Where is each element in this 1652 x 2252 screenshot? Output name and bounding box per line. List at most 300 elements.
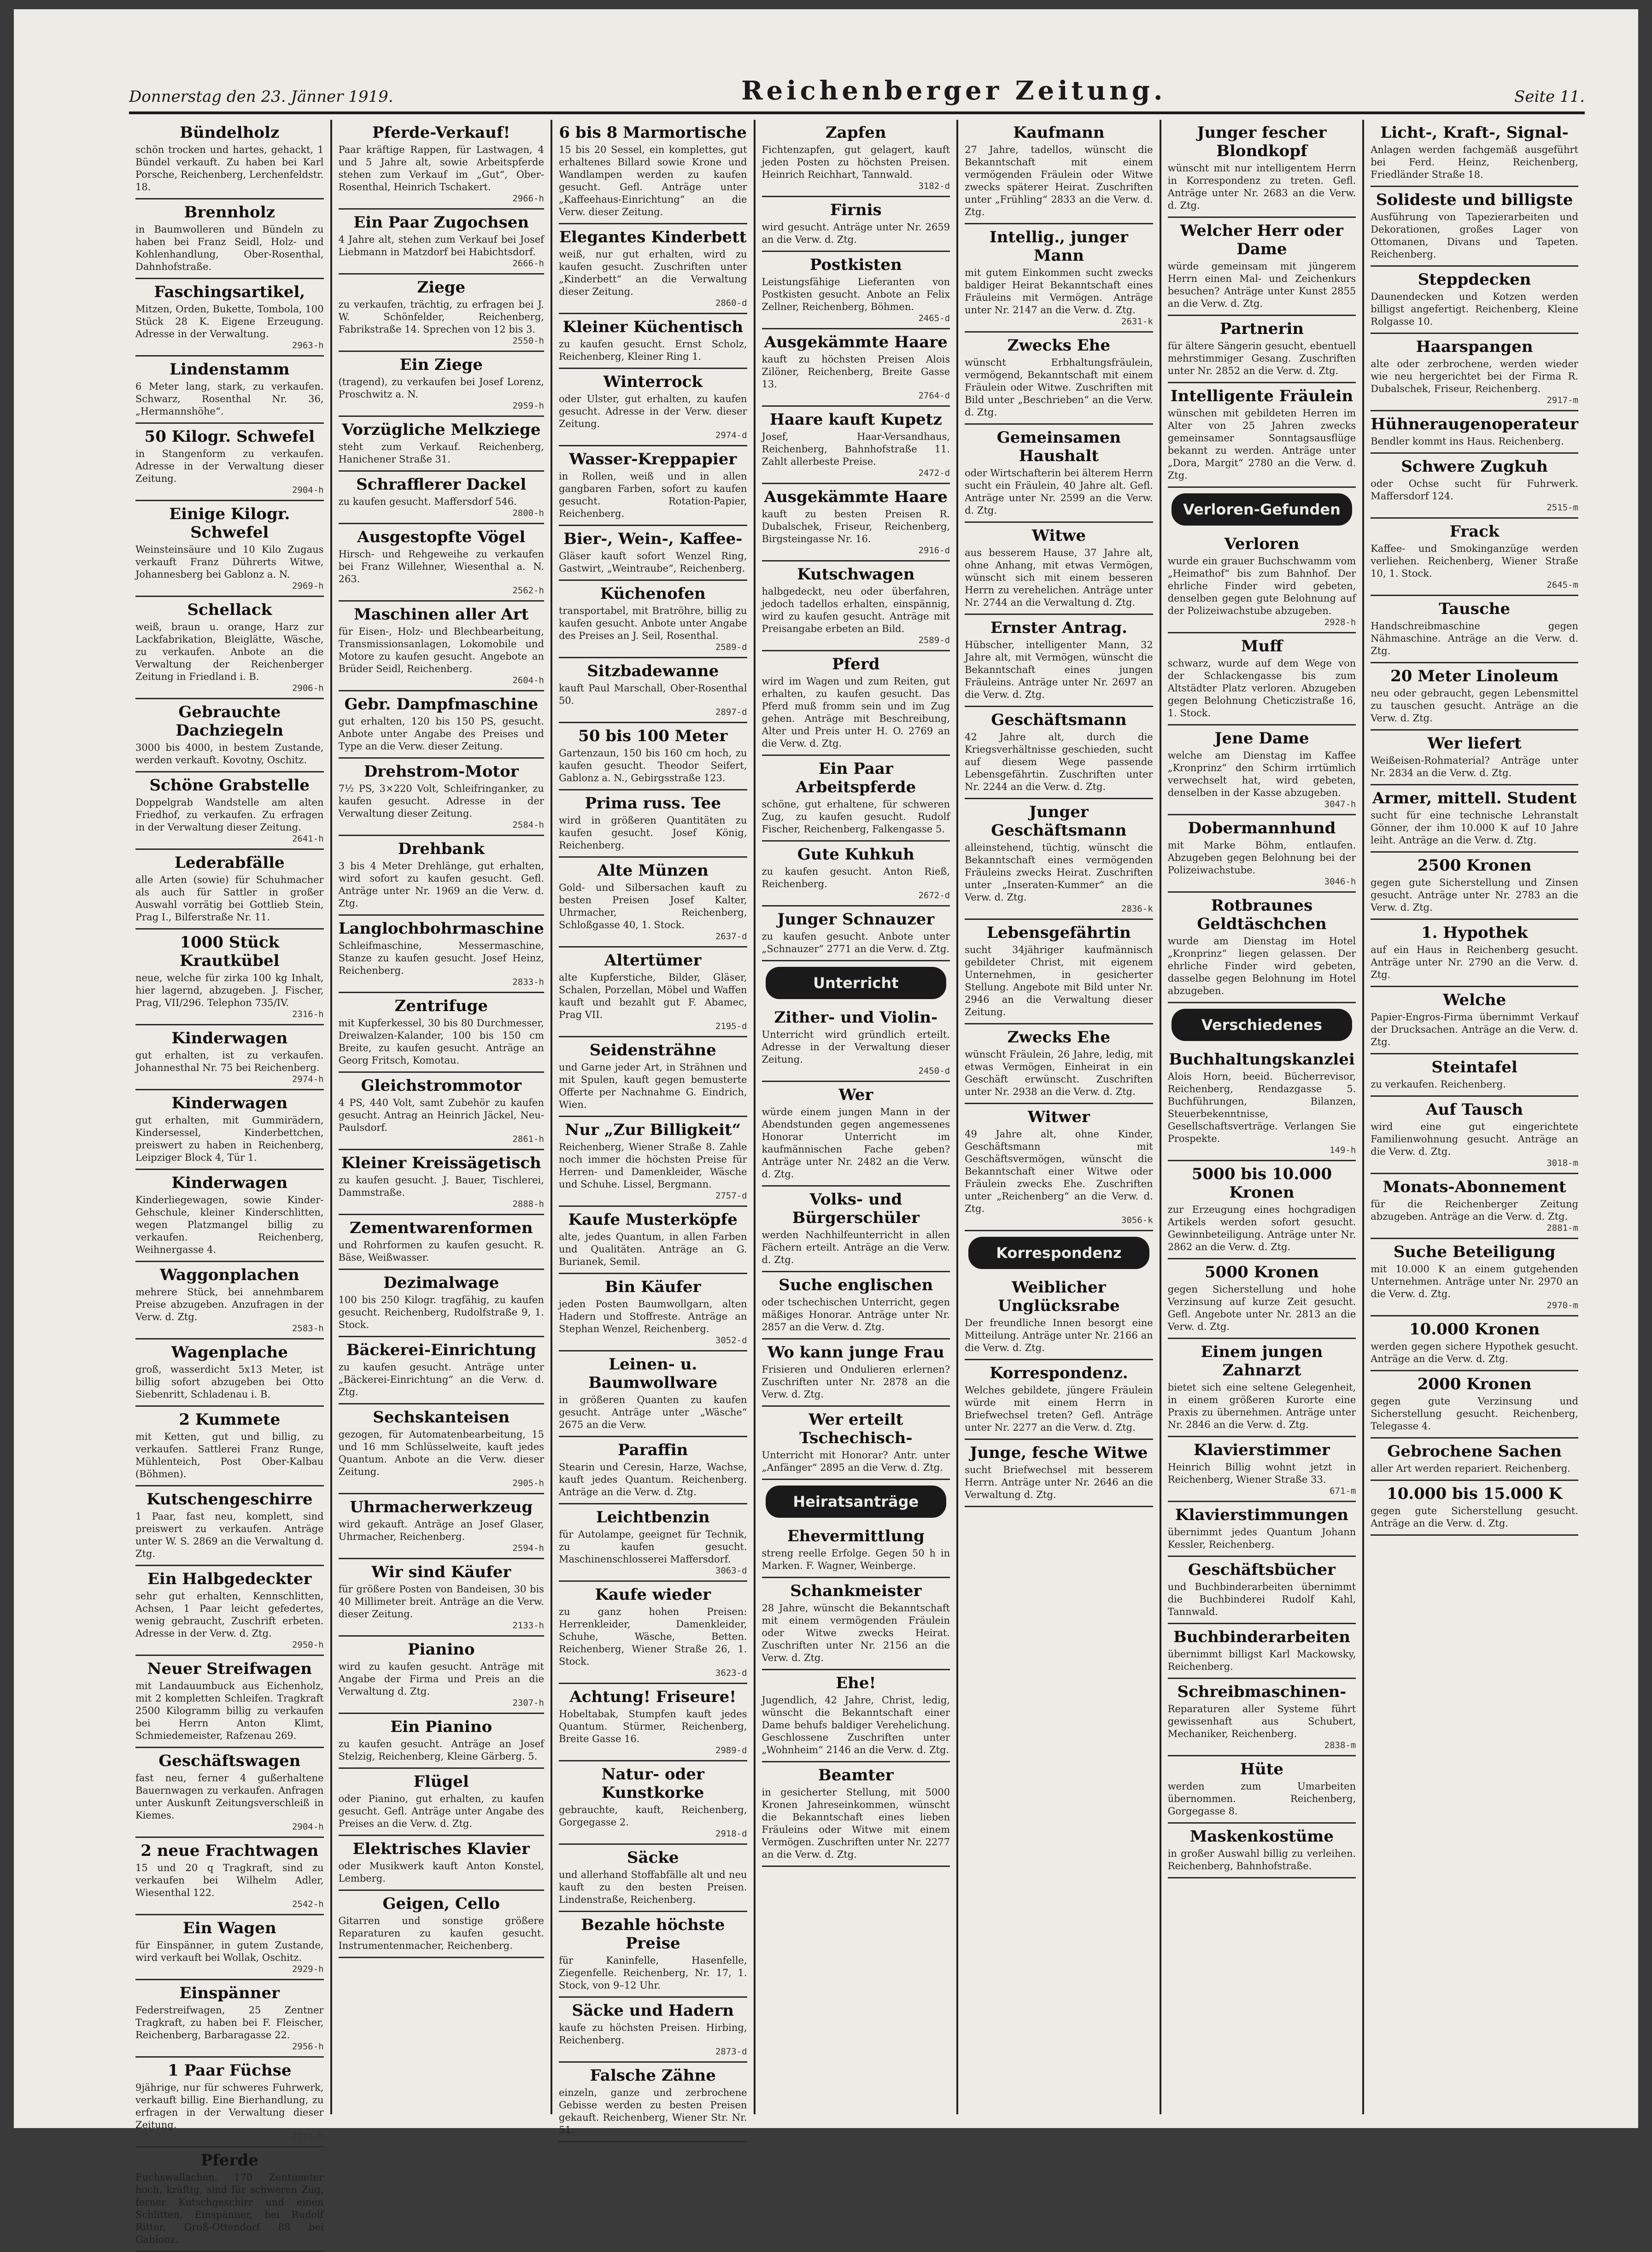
ad-title: Volks- und Bürgerschüler: [792, 1190, 920, 1227]
ad-text: gebrauchte, kauft, Reichenberg, Gorgegasse 2.: [558, 1804, 747, 1828]
classified-ad: [135, 357, 324, 424]
ad-text: neue, welche für zirka 100 kg Inhalt, hier lagernd, abzugeben. J. Fischer, Prag, VII/296. Telephon 735/IV.: [135, 972, 324, 1008]
header-rule: [129, 111, 1585, 114]
ad-code: 2861-h: [512, 1134, 544, 1144]
classified-ad: [135, 1407, 324, 1486]
ad-text: Heinrich Billig wohnt jetzt in Reichenberg, Wiener Straße 33.: [1167, 1462, 1356, 1485]
classified-ad: [559, 1998, 747, 2063]
ad-code: 2838-m: [1324, 1740, 1356, 1750]
ad-text: Reparaturen aller Systeme führt gewissenhaft aus Schubert, Mechaniker, Reichenberg.: [1167, 1703, 1356, 1739]
ad-title: Ein Wagen: [182, 1919, 276, 1937]
ad-text: einzeln, ganze und zerbrochene Gebisse werden zu besten Preisen gekauft. Reichenberg, Wiener Str. Nr. 51.: [558, 2087, 747, 2135]
classified-ad: [762, 1407, 950, 1480]
ad-title: Bezahle höchste Preise: [581, 1916, 725, 1953]
ad-text: Mitzen, Orden, Bukette, Tombola, 100 Stück 28 K. Eigene Erzeugung. Adresse in der Verwaltung.: [135, 304, 324, 339]
ad-text: bietet sich eine seltene Gelegenheit, in einem größeren Kurorte eine Praxis zu übernehmen. Anträge unter Nr. 2846 an die Verw. d. Ztg.: [1167, 1382, 1356, 1430]
classified-ad: [1168, 633, 1356, 725]
ad-title: Kinderwagen: [171, 1174, 288, 1192]
ad-code: 2666-h: [512, 258, 544, 269]
classified-ad: [339, 275, 544, 352]
ad-title: Hüte: [1240, 1760, 1284, 1778]
ad-title: Buchbinderarbeiten: [1173, 1628, 1350, 1646]
ad-title: Haare kauft Kupetz: [769, 410, 942, 429]
ad-text: übernimmt billigst Karl Mackowsky, Reichenberg.: [1167, 1649, 1356, 1672]
classified-ad: [762, 1187, 950, 1272]
ad-text: Kinderliegewagen, sowie Kinder-Gehschule, kleiner Kinderschlitten, wegen Platzmangel billig zu verkaufen. Reichenberg, Weihnergasse 4.: [135, 1194, 324, 1255]
ad-text: Bendler kommt ins Haus. Reichenberg.: [1371, 436, 1564, 447]
ad-text: oder Ochse sucht für Fuhrwerk. Maffersdorf 124.: [1371, 478, 1578, 502]
ad-code: 2974-d: [715, 430, 747, 440]
classified-ad: [135, 424, 324, 501]
ad-title: Zapfen: [826, 123, 886, 142]
ad-code: 2974-h: [292, 1074, 324, 1084]
classified-ad: [1371, 1439, 1578, 1481]
ad-code: 2631-k: [1121, 316, 1153, 327]
ad-title: Kutschwagen: [797, 565, 915, 584]
ad-title: Ein Ziege: [399, 356, 483, 374]
section-banner: Heiratsanträge: [766, 1486, 947, 1518]
ad-text: Stearin und Ceresin, Harze, Wachse, kauft jedes Quantum. Reichenberg. Anträge an die Verw. d. Ztg.: [558, 1462, 747, 1497]
ad-title: Partnerin: [1219, 320, 1304, 338]
ad-text: zur Erzeugung eines hochgradigen Artikels werden sofort gesucht. Gewinnbeteiligung. Anträge unter Nr. 2862 an die Verw. d. Ztg.: [1167, 1204, 1356, 1252]
ad-title: Schellack: [187, 601, 272, 619]
ad-text: Reichenberg, Wiener Straße 8. Zahle noch immer die höchsten Preise für Herren- und Damenkleider, Wäsche und Schuhe. Lissel, Bergmann.: [558, 1141, 747, 1190]
ad-text: in Rollen, weiß und in allen gangbaren Farben, sofort zu kaufen gesucht. Rotation-Papier, Reichenberg.: [558, 471, 747, 519]
classified-ad: [135, 1090, 324, 1170]
classified-ad: [762, 1578, 950, 1670]
ad-text: 4 PS, 440 Volt, samt Zubehör zu kaufen gesucht. Antrag an Heinrich Jäckel, Neu-Paulsdorf.: [338, 1097, 544, 1133]
ad-text: 3000 bis 4000, in bestem Zustande, werden verkauft. Kovotny, Oschitz.: [135, 742, 324, 766]
ad-text: wird eine gut eingerichtete Familienwohnung gesucht. Anträge an die Verw. d. Ztg.: [1371, 1121, 1578, 1157]
ad-text: Unterricht mit Honorar? Antr. unter „Anfänger“ 2895 an die Verw. d. Ztg.: [762, 1450, 950, 1473]
ad-text: Alois Horn, beeid. Bücherrevisor, Reichenberg, Rendazgasse 5. Buchführungen, Bilanzen, Steuerbekenntnisse, Gesellschaftsverträge. Verlangen Sie Prospekte.: [1167, 1071, 1356, 1144]
ad-text: Federstreifwagen, 25 Zentner Tragkraft, zu haben bei F. Fleischer, Reichenberg, Barbaragasse 22.: [135, 2005, 324, 2041]
ad-code: 2583-h: [292, 1323, 324, 1334]
ad-text: oder tschechischen Unterricht, gegen mäßiges Honorar. Anträge unter Nr. 2857 an die Verw. d. Ztg.: [762, 1297, 950, 1333]
ad-text: jeden Posten Baumwollgarn, alten Hadern und Stoffreste. Anträge an Stephan Wenzel, Reichenberg.: [558, 1299, 747, 1334]
ad-title: Waggonplachen: [159, 1266, 299, 1284]
ad-code: 2542-h: [292, 1899, 324, 1909]
ad-title: Drehstrom-Motor: [363, 762, 519, 781]
ad-code: 2897-d: [715, 707, 747, 717]
ad-title: Kinderwagen: [171, 1094, 288, 1112]
ad-code: 2873-d: [715, 2047, 747, 2057]
ad-text: 6 Meter lang, stark, zu verkaufen. Schwarz, Rosenthal Nr. 36, „Hermannshöhe“.: [135, 381, 324, 417]
ad-title: Schwere Zugkuh: [1401, 457, 1548, 476]
classified-ad: [559, 1207, 747, 1274]
classified-ad: [1168, 1339, 1356, 1437]
ad-title: Geschäftsbücher: [1188, 1561, 1336, 1579]
ad-text: mehrere Stück, bei annehmbarem Preise abzugeben. Anzufragen in der Verw. d. Ztg.: [135, 1287, 324, 1322]
section-banner: Verloren-Gefunden: [1172, 493, 1353, 526]
ad-text: aller Art werden repariert. Reichenberg.: [1371, 1463, 1570, 1474]
ad-code: 2881-m: [1547, 1223, 1578, 1233]
ad-title: Wasser-Kreppapier: [569, 450, 737, 468]
ad-title: Steppdecken: [1418, 270, 1531, 289]
ad-title: Kleiner Küchentisch: [562, 318, 744, 336]
classified-ad: [762, 651, 950, 756]
ad-text: transportabel, mit Bratröhre, billig zu kaufen gesucht. Anbote unter Angabe des Preises an J. Seil, Rosenthal.: [558, 605, 747, 641]
classified-ad: [1168, 1624, 1356, 1679]
classified-ad: [339, 120, 544, 210]
classified-ad: [559, 120, 747, 224]
classified-ad: [559, 446, 747, 526]
ad-text: würde einem jungen Mann in der Abendstunden gegen angemessenes Honorar Unterricht im kaufmännischen Fache geben? Anträge unter Nr. 2482 an die Verw. d. Ztg.: [762, 1106, 950, 1180]
ad-text: 27 Jahre, tadellos, wünscht die Bekanntschaft mit einem vermögenden Fräulein oder Witwe zwecks späterer Heirat. Zuschriften unter „Frühling“ 2833 an die Verw. d. Ztg.: [965, 144, 1153, 217]
section-banner: Verschiedenes: [1172, 1009, 1353, 1041]
ad-text: streng reelle Erfolge. Gegen 50 h in Marken. F. Wagner, Weinberge.: [762, 1548, 950, 1571]
ad-title: Frack: [1449, 522, 1500, 541]
ad-title: Postkisten: [809, 256, 902, 274]
classified-ad: [1168, 815, 1356, 893]
ad-title: 5000 bis 10.000 Kronen: [1191, 1165, 1332, 1202]
ad-title: 1. Hypothek: [1421, 924, 1528, 942]
ad-title: Licht-, Kraft-, Signal-: [1380, 123, 1569, 142]
ad-text: mit Landauumbuck aus Eichenholz, mit 2 kompletten Schleifen. Tragkraft 2500 Kilogramm billig zu verkaufen bei Herrn Anton Klimt, Schmiedemeister, Rafzenau 269.: [135, 1680, 324, 1741]
classified-ad: [965, 425, 1153, 523]
ad-text: welche am Dienstag im Kaffee „Kronprinz“ den Schirm irrtümlich verwechselt hat, wird gebeten, denselben in der Kasse abzugeben.: [1167, 750, 1356, 798]
ad-title: Elegantes Kinderbett: [559, 228, 747, 246]
column-4: [756, 120, 959, 2114]
classified-ad: [965, 1440, 1153, 1507]
ad-title: 1 Paar Füchse: [168, 2061, 292, 2080]
ad-title: Schreibmaschinen-: [1177, 1683, 1347, 1701]
ad-title: Säcke und Hadern: [572, 2001, 734, 2020]
classified-ad: [135, 699, 324, 772]
ad-text: wurde ein grauer Buchschwamm vom „Heimathof“ bis zum Bahnhof. Der ehrliche Finder wird gebeten, denselben gegen gute Belohnung auf der Polizeiwachstube abzugeben.: [1167, 556, 1356, 616]
ad-text: wird zu kaufen gesucht. Anträge mit Angabe der Firma und Preis an die Verwaltung d. Ztg.: [338, 1661, 544, 1697]
ad-title: Maschinen aller Art: [354, 605, 529, 624]
classified-ad: [339, 1637, 544, 1714]
ad-text: sehr gut erhalten, Kennschlitten, Achsen, 1 Paar leicht gefedertes, wenig gebraucht, Zuschrift erbeten. Adresse in der Verw. d. Ztg.: [135, 1591, 324, 1639]
classified-ad: [1371, 853, 1578, 920]
ad-text: mit 10.000 K an einem gutgehenden Unternehmen. Anträge unter Nr. 2970 an die Verw. d. Ztg.: [1371, 1263, 1578, 1299]
ad-text: gezogen, für Automatenbearbeitung, 15 und 16 mm Schlüsselweite, kauft jedes Quantum. Anbote an die Verw. dieser Zeitung.: [338, 1429, 544, 1477]
classified-ad: [965, 707, 1153, 799]
classified-ad: [1168, 1161, 1356, 1259]
ad-text: Daunendecken und Kotzen werden billigst angefertigt. Reichenberg, Kleine Rolgasse 10.: [1371, 291, 1578, 327]
ad-title: Zwecks Ehe: [1007, 336, 1111, 355]
ad-text: in größeren Quanten zu kaufen gesucht. Anträge unter „Wäsche“ 2675 an die Verw.: [558, 1394, 747, 1430]
ad-title: Klavierstimmer: [1193, 1441, 1330, 1459]
ad-title: Wo kann junge Frau: [767, 1343, 944, 1362]
classified-ad: [339, 1073, 544, 1150]
classified-ad: [339, 1270, 544, 1337]
ad-code: 2672-d: [918, 890, 950, 901]
ad-title: Säcke: [627, 1848, 679, 1867]
ad-text: schön trocken und hartes, gehackt, 1 Bündel verkauft. Zu haben bei Karl Porsche, Reichenberg, Lerchenfeldstr. 18.: [135, 144, 324, 193]
classified-ad: [1371, 1316, 1578, 1371]
ad-title: Weiblicher Unglücksrabe: [998, 1278, 1120, 1315]
classified-ad: [965, 920, 1153, 1024]
ad-text: in Stangenform zu verkaufen. Adresse in der Verwaltung dieser Zeitung.: [135, 448, 324, 484]
column-1: [129, 120, 332, 2245]
ad-text: Schleifmaschine, Messermaschine, Stanze zu kaufen gesucht. Josef Heinz, Reichenberg.: [338, 940, 544, 976]
ad-text: mit Kupferkessel, 30 bis 80 Durchmesser, Dreiwalzen-Kalander, 100 bis 150 cm Breite, zu kaufen gesucht. Anträge an Georg Fritsch, Komotau.: [338, 1018, 544, 1066]
classified-ad: [135, 120, 324, 199]
ad-code: 2195-d: [715, 1021, 747, 1031]
ad-title: Vorzügliche Melkziege: [342, 421, 541, 439]
classified-ad: [1371, 411, 1578, 454]
ad-title: Lebensgefährtin: [986, 924, 1131, 942]
classified-ad: [135, 1262, 324, 1340]
ad-title: Altertümer: [604, 951, 702, 970]
ad-title: Pferd: [832, 655, 880, 673]
ad-title: Zither- und Violin-: [774, 1008, 938, 1027]
ad-text: groß, wasserdicht 5x13 Meter, ist billig sofort abzugeben bei Otto Siebenritt, Schladenau i. B.: [135, 1364, 324, 1400]
ad-text: Doppelgrab Wandstelle am alten Friedhof, zu verkaufen. Zu erfragen in der Verwaltung dieser Zeitung.: [135, 797, 324, 833]
ad-title: Haarspangen: [1416, 338, 1533, 356]
ad-title: Monats-Abonnement: [1383, 1178, 1566, 1196]
ad-text: 100 bis 250 Kilogr. tragfähig, zu kaufen gesucht. Reichenberg, Rudolfstraße 9, 1. Stock.: [338, 1294, 544, 1330]
section-banner: Unterricht: [766, 967, 947, 999]
ad-title: Ehe!: [836, 1674, 876, 1692]
classified-ad: [559, 1504, 747, 1582]
ad-title: Wer liefert: [1427, 734, 1522, 753]
page-header: [129, 74, 1585, 106]
classified-ad: [1371, 785, 1578, 853]
ad-code: 2904-h: [292, 1822, 324, 1832]
ad-title: Solideste und billigste: [1376, 191, 1573, 209]
ad-title: Tausche: [1439, 600, 1511, 618]
classified-ad: [1168, 1756, 1356, 1824]
classified-ad: [559, 658, 747, 723]
ad-code: 2989-d: [715, 1745, 747, 1755]
newspaper-title: Reichenberger Zeitung.: [741, 76, 1166, 106]
classified-ad: [339, 1337, 544, 1404]
ad-title: Klavierstimmungen: [1175, 1506, 1348, 1524]
ad-title: Elektrisches Klavier: [352, 1840, 530, 1858]
classified-ad: [559, 1761, 747, 1845]
ad-title: Gute Kuhkuh: [797, 845, 914, 864]
ad-text: weiß, braun u. orange, Harz zur Lackfabrikation, Bleiglätte, Wäsche, zu verkaufen. Anbote an die Verwaltung der Reichenberger Zeitung in Friedland i. B.: [135, 621, 324, 682]
ad-text: übernimmt jedes Quantum Johann Kessler, Reichenberg.: [1167, 1527, 1356, 1550]
ad-code: 2917-m: [1547, 395, 1578, 405]
ad-title: Ernster Antrag.: [990, 619, 1127, 637]
ad-text: alte Kupferstiche, Bilder, Gläser, Schalen, Porzellan, Möbel und Waffen kauft und bezahlt gut F. Abamec, Prag VII.: [558, 972, 747, 1020]
ad-text: für Einspänner, in gutem Zustande, wird verkauft bei Wollak, Oschitz.: [135, 1940, 324, 1963]
ad-title: Brennholz: [184, 203, 275, 222]
ad-title: Kinderwagen: [171, 1029, 288, 1047]
classified-ad: [1371, 334, 1578, 411]
ad-text: werden gegen sichere Hypothek gesucht. Anträge an die Verw. d. Ztg.: [1371, 1341, 1578, 1364]
ad-text: Hirsch- und Rehgeweihe zu verkaufen bei Franz Willehner, Wiesenthal a. N. 263.: [338, 549, 544, 585]
classified-ad: [339, 210, 544, 275]
ad-text: Josef, Haar-Versandhaus, Reichenberg, Bahnhofstraße 11. Zahlt allerbeste Preise.: [762, 431, 950, 467]
ad-title: Welche: [1443, 991, 1506, 1009]
ad-text: wünscht Fräulein, 26 Jahre, ledig, mit etwas Vermögen, Einheirat in ein Geschäft erwünscht. Zuschriften unter Nr. 2938 an die Verw. d. Ztg.: [965, 1049, 1153, 1097]
ad-title: Sitzbadewanne: [587, 662, 719, 680]
classified-ad: [559, 858, 747, 948]
ad-text: Fichtenzapfen, gut gelagert, kauft jeden Posten zu höchsten Preisen. Heinrich Reichhart, Tannwald.: [762, 144, 950, 180]
ad-title: Falsche Zähne: [590, 2066, 716, 2085]
ad-title: Auf Tausch: [1426, 1100, 1523, 1119]
classified-ad: [339, 1891, 544, 1958]
ad-title: Kutschengeschirre: [146, 1490, 313, 1509]
classified-ad: [339, 1714, 544, 1769]
classified-ad: [135, 1486, 324, 1566]
ad-text: fast neu, ferner 4 gußerhaltene Bauernwagen zu verkaufen. Anfragen unter Auskunft Zeitungsverschleiß in Kiemes.: [135, 1772, 324, 1821]
ad-code: 2641-h: [292, 834, 324, 844]
ad-title: Intelligente Fräulein: [1170, 387, 1353, 405]
ad-code: 2956-h: [292, 2041, 324, 2052]
classified-ad: [559, 1037, 747, 1117]
ad-text: in großer Auswahl billig zu verleihen. Reichenberg, Bahnhofstraße.: [1167, 1848, 1356, 1872]
classified-ad: [339, 1769, 544, 1836]
ad-title: Kaufe Musterköpfe: [568, 1211, 738, 1229]
ad-code: 3047-h: [1324, 799, 1356, 809]
ad-title: Gebrochene Sachen: [1387, 1442, 1562, 1461]
classified-ad: [1168, 531, 1356, 633]
ad-title: Witwe: [1031, 526, 1086, 545]
ad-text: für Autolampe, geeignet für Technik, zu kaufen gesucht. Maschinenschlosserei Maffersdorf.: [558, 1529, 747, 1565]
classified-ad: [762, 1670, 950, 1762]
ad-text: wird gekauft. Anträge an Josef Glaser, Uhrmacher, Reichenberg.: [338, 1519, 544, 1542]
classified-ad: [559, 2063, 747, 2142]
classified-ad: [1168, 1502, 1356, 1557]
classified-ad: [1168, 1679, 1356, 1756]
classified-ad: [339, 1215, 544, 1270]
ad-code: 3046-h: [1324, 877, 1356, 887]
classified-ad: [1371, 1371, 1578, 1439]
classified-ad: [762, 1005, 950, 1082]
classified-ad: [762, 252, 950, 329]
ad-code: 2916-d: [918, 545, 950, 556]
ad-text: zu kaufen gesucht. Ernst Scholz, Reichenberg, Kleiner Ring 1.: [558, 339, 747, 362]
ad-text: schöne, gut erhaltene, für schweren Zug, zu kaufen gesucht. Rudolf Fischer, Reichenberg, Falkengasse 5.: [762, 799, 950, 835]
ad-text: alle Arten (sowie) für Schuhmacher als auch für Sattler in großer Auswahl vorrätig bei Gottlieb Stein, Prag I., Bilferstraße Nr. 11.: [135, 874, 324, 923]
ad-code: 2133-h: [512, 1620, 544, 1631]
ad-title: Paraffin: [618, 1441, 688, 1459]
classified-ad: [762, 1762, 950, 1867]
ad-code: 2604-h: [512, 675, 544, 685]
ad-title: Drehbank: [398, 840, 485, 858]
ad-code: 2970-m: [1547, 1300, 1578, 1310]
ad-title: 5000 Kronen: [1205, 1263, 1319, 1281]
ad-title: Witwer: [1027, 1108, 1090, 1126]
ad-text: gut erhalten, mit Gummirädern, Kindersessel, Kinderbettchen, preiswert zu haben in Reichenberg, Leipziger Block 4, Tür 1.: [135, 1115, 324, 1163]
ad-title: Armer, mittell. Student: [1372, 789, 1577, 807]
classified-ad: [1168, 1824, 1356, 1878]
classified-ad: [559, 1845, 747, 1912]
ad-text: gegen Sicherstellung und hohe Verzinsung auf kurze Zeit gesucht. Gefl. Angebote unter Nr. 2813 an die Verw. d. Ztg.: [1167, 1284, 1356, 1332]
ad-code: 2963-h: [292, 340, 324, 351]
issue-date: Donnerstag den 23. Jänner 1919.: [129, 88, 393, 106]
classified-ad: [1371, 519, 1578, 596]
ad-title: Ehevermittlung: [787, 1527, 925, 1545]
classified-ad: [135, 1915, 324, 1980]
ad-code: 2836-k: [1121, 904, 1153, 914]
ad-title: Jene Dame: [1214, 729, 1309, 748]
ad-text: gegen gute Sicherstellung gesucht. Anträge an die Verw. d. Ztg.: [1371, 1505, 1578, 1529]
ad-text: zu ganz hohen Preisen: Herrenkleider, Damenkleider, Schuhe, Wäsche, Betten. Reichenberg, Wiener Straße 26, 1. Stock.: [558, 1606, 747, 1667]
classified-ad: [762, 329, 950, 407]
ad-text: zu kaufen gesucht. Anbote unter „Schnauzer“ 2771 an die Verw. d. Ztg.: [762, 931, 950, 954]
classified-ad: [1168, 316, 1356, 383]
ad-title: Wer: [838, 1086, 873, 1104]
ad-text: Gläser kauft sofort Wenzel Ring, Gastwirt, „Weintraube“, Reichenberg.: [558, 550, 747, 574]
ad-title: Leinen- u. Baumwollware: [588, 1355, 718, 1392]
classified-ad: [1371, 267, 1578, 334]
classified-ad: [559, 1684, 747, 1761]
ad-title: Bin Käufer: [604, 1278, 701, 1296]
ad-text: 15 bis 20 Sessel, ein komplettes, gut erhaltenes Billard sowie Krone und Wandlampen werden zu kaufen gesucht. Gefl. Anträge unter „Kaffeehaus-Einrichtung“ an die Verw. dieser Zeitung.: [558, 144, 747, 217]
classified-ad: [559, 314, 747, 369]
ad-text: mit gutem Einkommen sucht zwecks baldiger Heirat Bekanntschaft eines Fräuleins mit Vermögen. Anträge unter Nr. 2147 an die Verw. d. Ztg.: [965, 267, 1153, 316]
ad-text: Frisieren und Ondulieren erlernen? Zuschriften unter Nr. 2878 an die Verw. d. Ztg.: [762, 1364, 950, 1400]
classified-ad: [135, 2058, 324, 2147]
ad-code: 3056-k: [1121, 1215, 1153, 1225]
ad-title: Muff: [1241, 637, 1283, 655]
ad-text: Paar kräftige Rappen, für Lastwagen, 4 und 5 Jahre alt, sowie Arbeitspferde stehen zum Verkauf im „Gut“, Ober-Rosenthal, Heinrich Tschakert.: [338, 144, 544, 193]
ad-text: 28 Jahre, wünscht die Bekanntschaft mit einem vermögenden Fräulein oder Witwe zwecks Heirat. Zuschriften unter Nr. 2156 an die Verw. d. Ztg.: [762, 1603, 950, 1663]
classified-ad: [559, 1274, 747, 1351]
classified-ad: [965, 523, 1153, 615]
ad-text: in Baumwolleren und Bündeln zu haben bei Franz Seidl, Holz- und Kohlenhandlung, Ober-Rosenthal, Dahnhofstraße.: [135, 224, 324, 272]
ad-text: Hübscher, intelligenter Mann, 32 Jahre alt, mit Vermögen, wünscht die Bekanntschaft eines jungen Fräuleins. Anträge unter Nr. 2697 an die Verw. d. Ztg.: [965, 639, 1153, 700]
ad-text: für Kaninfelle, Hasenfelle, Ziegenfelle. Reichenberg, Nr. 17, 1. Stock, von 9–12 Uhr.: [558, 1955, 747, 1991]
ad-text: zu kaufen gesucht. J. Bauer, Tischlerei, Dammstraße.: [338, 1175, 544, 1198]
classified-ad: [135, 2147, 324, 2252]
ad-title: Rotbraunes Geldtäschchen: [1197, 896, 1327, 933]
classified-ad: [339, 417, 544, 472]
ad-title: Langlochbohrmaschine: [338, 919, 544, 938]
ad-text: zu kaufen gesucht. Maffersdorf 546.: [338, 496, 517, 507]
classified-ad: [762, 907, 950, 961]
ad-title: 1000 Stück Krautkübel: [180, 933, 280, 970]
classified-ad: [339, 524, 544, 602]
ad-code: 2594-h: [512, 1543, 544, 1553]
ad-text: und Rohrformen zu kaufen gesucht. R. Bäse, Weißwasser.: [338, 1240, 544, 1263]
classified-ad: [965, 1104, 1153, 1231]
ad-title: Ziege: [417, 278, 466, 297]
ad-title: 50 bis 100 Meter: [578, 727, 728, 745]
classified-ad: [762, 1272, 950, 1340]
classified-ad: [1168, 1047, 1356, 1161]
ad-code: 671-m: [1330, 1486, 1356, 1496]
ad-title: Dezimalwage: [383, 1274, 499, 1292]
ad-title: Geigen, Cello: [382, 1895, 500, 1913]
ad-text: Ausführung von Tapezierarbeiten und Dekorationen, großes Lager von Ottomanen, Divans und Tapeten. Reichenberg.: [1371, 211, 1578, 260]
classified-ad: [135, 1025, 324, 1090]
ad-title: Seidensträhne: [589, 1041, 716, 1059]
ad-text: für größere Posten von Bandeisen, 30 bis 40 Millimeter breit. Anträge an die Verw. dieser Zeitung.: [338, 1584, 544, 1620]
ad-title: Ausgestopfte Vögel: [357, 528, 526, 546]
classified-ad: [1371, 454, 1578, 519]
ad-title: Dobermannhund: [1188, 819, 1336, 837]
ad-title: Junger Schnauzer: [777, 910, 935, 929]
classified-ad: [135, 1748, 324, 1838]
ad-title: Achtung! Friseure!: [569, 1688, 737, 1706]
ad-text: alte oder zerbrochene, werden wieder wie neu hergerichtet bei der Firma R. Dubalschek, Friseur, Reichenberg.: [1371, 358, 1578, 394]
ad-code: 2800-h: [512, 508, 544, 518]
classified-ad: [559, 1912, 747, 1998]
classified-ad: [1371, 596, 1578, 663]
ad-text: oder Wirtschafterin bei älterem Herrn sucht ein Fräulein, 40 Jahre alt. Gefl. Anträge unter Nr. 2599 an die Verw. d. Ztg.: [965, 468, 1153, 516]
classified-ad: [339, 691, 544, 759]
ad-text: Fuchswallachen, 170 Zentimeter hoch, kräftig, sind für schweren Zug, ferner Kutschgeschirr und einen Schlitten, Einspänner, bei Rudolf Ritter, Groß-Ottendorf 88 bei Gablonz.: [135, 2172, 324, 2245]
ad-text: gegen gute Verzinsung und Sicherstellung gesucht. Reichenberg, Telegasse 4.: [1371, 1396, 1578, 1432]
classified-ad: [762, 756, 950, 842]
column-2: [332, 120, 552, 2114]
ad-text: kauft zu besten Preisen R. Dubalschek, Friseur, Reichenberg, Birgsteingasse Nr. 16.: [762, 509, 950, 544]
classified-ad: [762, 1523, 950, 1578]
classified-ad: [1371, 1054, 1578, 1097]
classified-ad: [559, 948, 747, 1037]
classified-ad: [559, 1582, 747, 1684]
classified-ad: [762, 1340, 950, 1407]
classified-ad: [339, 1559, 544, 1637]
